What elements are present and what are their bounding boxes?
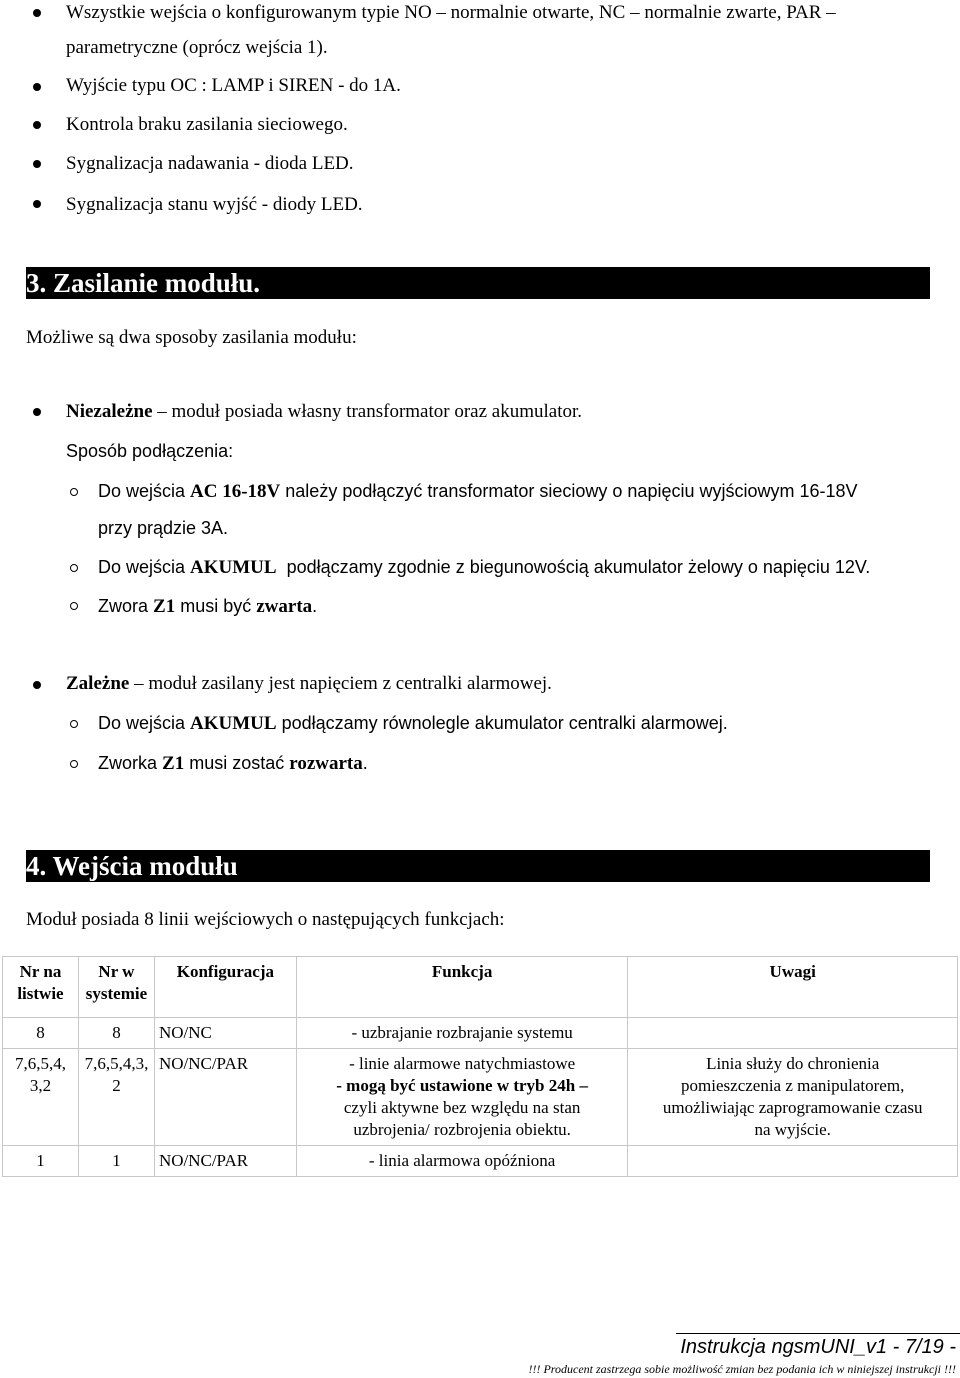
- table-cell: 8: [78, 1018, 154, 1049]
- item-text: należy podłączyć transformator sieciowy o napięciu wyjściowym 16-18V: [280, 481, 858, 501]
- circle-bullet-icon: [70, 602, 78, 610]
- item-text: musi zostać: [184, 753, 290, 773]
- item-bold: Z1: [162, 753, 185, 774]
- header-text: listwie: [17, 984, 64, 1003]
- cell-text: Linia służy do chronienia: [706, 1054, 880, 1073]
- inputs-table: [2, 956, 958, 1177]
- cell-text: pomieszczenia z manipulatorem,: [681, 1076, 905, 1095]
- cell-text: 3,2: [29, 1076, 52, 1095]
- power-mode-label: Niezależne: [66, 401, 153, 422]
- list-item: Sygnalizacja nadawania - dioda LED.: [66, 153, 354, 174]
- bullet-icon: [33, 160, 41, 168]
- table-cell: - uzbrajanie rozbrajanie systemu: [296, 1018, 628, 1049]
- bullet-icon: [33, 408, 41, 416]
- header-text: Nr na: [19, 962, 62, 981]
- bullet-icon: [33, 121, 41, 129]
- cell-text: 2: [112, 1076, 121, 1095]
- section-3-heading: [26, 267, 930, 299]
- table-row: [3, 1049, 958, 1146]
- table-cell: NO/NC/PAR: [154, 1146, 296, 1177]
- cell-text-bold: - mogą być ustawione w tryb 24h –: [336, 1076, 588, 1095]
- bullet-icon: [33, 9, 41, 17]
- item-text: musi być: [175, 596, 257, 616]
- table-cell: NO/NC: [154, 1018, 296, 1049]
- item-bold: AKUMUL: [190, 713, 277, 734]
- cell-text: - linie alarmowe natychmiastowe: [349, 1054, 576, 1073]
- item-text: Do wejścia: [98, 557, 191, 577]
- cell-text: 7,6,5,4,: [14, 1054, 66, 1073]
- header-cell: Uwagi: [628, 957, 958, 1018]
- list-item-continuation: parametryczne (oprócz wejścia 1).: [66, 37, 328, 58]
- table-row: [3, 1018, 958, 1049]
- bullet-icon: [33, 681, 41, 689]
- table-cell: 1: [78, 1146, 154, 1177]
- table-header-row: [3, 957, 958, 1018]
- section-4-title: 4. Wejścia modułu: [26, 851, 238, 881]
- item-bold: zwarta: [256, 596, 313, 617]
- header-cell: Funkcja: [296, 957, 628, 1018]
- table-cell: - linia alarmowa opóźniona: [296, 1146, 628, 1177]
- power-mode-desc: – moduł zasilany jest napięciem z centralki alarmowej.: [134, 673, 552, 694]
- item-text: podłączamy zgodnie z biegunowością akumulator żelowy o napięciu 12V.: [276, 557, 871, 577]
- list-item: Kontrola braku zasilania sieciowego.: [66, 114, 348, 135]
- bullet-icon: [33, 200, 41, 208]
- footer-rule: [676, 1333, 960, 1334]
- cell-text: umożliwiając zaprogramowanie czasu: [662, 1098, 923, 1117]
- list-item: Wszystkie wejścia o konfigurowanym typie NO – normalnie otwarte, NC – normalnie zwarte, PAR –: [66, 2, 836, 23]
- item-text: Zwora: [98, 596, 154, 616]
- circle-bullet-icon: [70, 488, 78, 496]
- connection-item: [98, 479, 858, 504]
- table-cell: 8: [3, 1018, 79, 1049]
- item-bold: AC 16-18V: [190, 481, 281, 502]
- header-cell: Konfiguracja: [154, 957, 296, 1018]
- power-mode-label: Zależne: [66, 673, 130, 694]
- item-text: .: [362, 753, 368, 773]
- connection-item: [98, 594, 317, 619]
- table-cell: 1: [3, 1146, 79, 1177]
- footer-note: !!! Producent zastrzega sobie możliwość zmian bez podania ich w niniejszej instrukcji !!!: [528, 1362, 956, 1376]
- power-mode-independent: [66, 400, 582, 424]
- connection-item: [98, 555, 870, 580]
- list-item: Wyjście typu OC : LAMP i SIREN - do 1A.: [66, 75, 401, 96]
- connection-item: [98, 711, 728, 736]
- item-text: podłączamy równolegle akumulator centralki alarmowej.: [276, 713, 728, 733]
- section-3-intro: Możliwe są dwa sposoby zasilania modułu:: [26, 327, 357, 348]
- item-bold: Z1: [153, 596, 176, 617]
- table-cell: NO/NC/PAR: [154, 1049, 296, 1146]
- item-bold: rozwarta: [289, 753, 363, 774]
- table-cell: [78, 1049, 154, 1146]
- item-text: Do wejścia: [98, 713, 191, 733]
- item-text: .: [312, 596, 318, 616]
- item-bold: AKUMUL: [190, 557, 277, 578]
- item-text: Zworka: [98, 753, 163, 773]
- cell-text: uzbrojenia/ rozbrojenia obiektu.: [353, 1120, 571, 1139]
- power-mode-dependent: [66, 672, 552, 696]
- connection-item: [98, 751, 368, 776]
- table-cell: [296, 1049, 628, 1146]
- power-mode-desc: – moduł posiada własny transformator oraz akumulator.: [157, 401, 583, 422]
- table-cell: [628, 1049, 958, 1146]
- item-text: Do wejścia: [98, 481, 191, 501]
- table-cell: [3, 1049, 79, 1146]
- section-3-title: 3. Zasilanie modułu.: [26, 268, 261, 298]
- circle-bullet-icon: [70, 760, 78, 768]
- cell-text: czyli aktywne bez względu na stan: [343, 1098, 581, 1117]
- section-4-intro: Moduł posiada 8 linii wejściowych o następujących funkcjach:: [26, 909, 505, 930]
- table-cell: [628, 1146, 958, 1177]
- table-cell: [628, 1018, 958, 1049]
- cell-text: na wyjście.: [754, 1120, 831, 1139]
- cell-text: 7,6,5,4,3,: [84, 1054, 149, 1073]
- circle-bullet-icon: [70, 564, 78, 572]
- section-4-heading: [26, 850, 930, 882]
- header-cell: [78, 957, 154, 1018]
- connection-label: Sposób podłączenia:: [66, 441, 234, 461]
- header-text: Nr w: [98, 962, 135, 981]
- header-cell: [3, 957, 79, 1018]
- table-row: [3, 1146, 958, 1177]
- bullet-icon: [33, 83, 41, 91]
- list-item: Sygnalizacja stanu wyjść - diody LED.: [66, 194, 363, 215]
- connection-item-continuation: przy prądzie 3A.: [98, 518, 229, 538]
- header-text: systemie: [85, 984, 148, 1003]
- footer-title: Instrukcja ngsmUNI_v1 - 7/19 -: [680, 1336, 956, 1358]
- circle-bullet-icon: [70, 720, 78, 728]
